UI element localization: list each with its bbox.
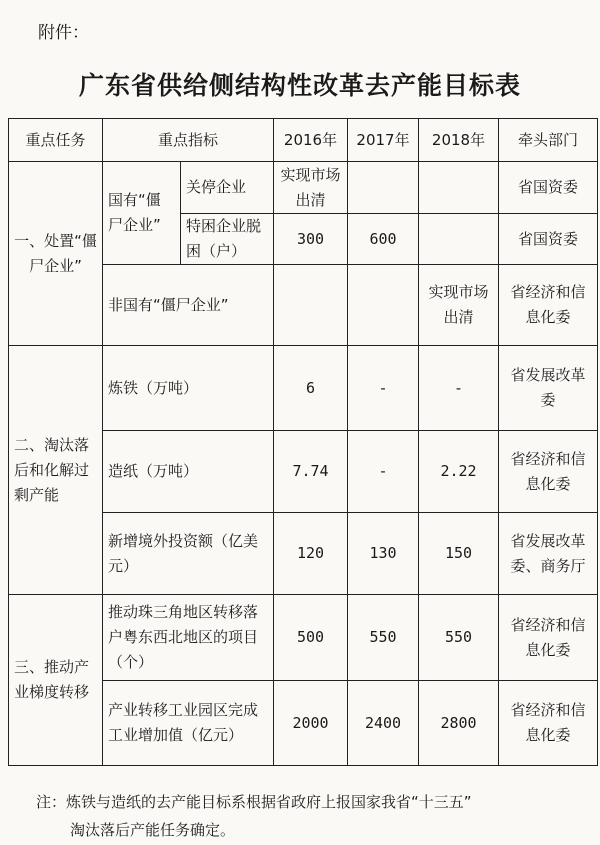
- value-2017: [348, 162, 419, 214]
- table-row: [9, 346, 598, 431]
- footnote: [36, 788, 472, 844]
- attachment-label: 附件：: [38, 23, 89, 43]
- header-cell: 牵头部门: [499, 119, 598, 162]
- indicator-cell: 产业转移工业园区完成工业增加值（亿元）: [103, 681, 274, 766]
- indicator-cell: 推动珠三角地区转移落户粤东西北地区的项目（个）: [103, 595, 274, 681]
- dept-cell: 省经济和信息化委: [499, 681, 598, 766]
- value-2018: [419, 214, 499, 265]
- task-cell: 三、推动产业梯度转移: [9, 595, 103, 766]
- header-cell: 重点指标: [103, 119, 274, 162]
- value-2018: 2800: [419, 681, 499, 766]
- value-2017: -: [348, 431, 419, 513]
- footnote-line-2: 淘汰落后产能任务确定。: [70, 821, 236, 839]
- value-2018: -: [419, 346, 499, 431]
- page-title: 广东省供给侧结构性改革去产能目标表: [78, 71, 521, 100]
- table-row: [9, 162, 598, 214]
- value-2016: 300: [274, 214, 348, 265]
- value-2017: 550: [348, 595, 419, 681]
- value-2017: [348, 265, 419, 346]
- value-2016: 2000: [274, 681, 348, 766]
- value-2018: 实现市场出清: [419, 265, 499, 346]
- value-2018: [419, 162, 499, 214]
- value-2017: 2400: [348, 681, 419, 766]
- indicator-cell: 特困企业脱困（户）: [181, 214, 274, 265]
- value-2017: -: [348, 346, 419, 431]
- group-cell: 国有“僵尸企业”: [103, 162, 181, 265]
- value-2016: 6: [274, 346, 348, 431]
- task-cell: 二、淘汰落后和化解过剩产能: [9, 346, 103, 595]
- value-2018: 2.22: [419, 431, 499, 513]
- indicator-cell: 新增境外投资额（亿美元）: [103, 513, 274, 595]
- dept-cell: 省发展改革委: [499, 346, 598, 431]
- value-2016: 实现市场出清: [274, 162, 348, 214]
- indicator-cell: 非国有“僵尸企业”: [103, 265, 274, 346]
- dept-cell: 省经济和信息化委: [499, 595, 598, 681]
- indicator-cell: 炼铁（万吨）: [103, 346, 274, 431]
- value-2016: 120: [274, 513, 348, 595]
- header-cell: 2016年: [274, 119, 348, 162]
- value-2018: 150: [419, 513, 499, 595]
- header-row: [9, 119, 598, 162]
- dept-cell: 省国资委: [499, 214, 598, 265]
- dept-cell: 省经济和信息化委: [499, 265, 598, 346]
- indicator-cell: 关停企业: [181, 162, 274, 214]
- header-cell: 2017年: [348, 119, 419, 162]
- value-2016: 7.74: [274, 431, 348, 513]
- value-2017: 600: [348, 214, 419, 265]
- indicator-cell: 造纸（万吨）: [103, 431, 274, 513]
- dept-cell: 省国资委: [499, 162, 598, 214]
- footnote-line-1: 注：炼铁与造纸的去产能目标系根据省政府上报国家我省“十三五”: [36, 793, 472, 811]
- task-cell: 一、处置“僵尸企业”: [9, 162, 103, 346]
- value-2016: [274, 265, 348, 346]
- header-cell: 2018年: [419, 119, 499, 162]
- dept-cell: 省经济和信息化委: [499, 431, 598, 513]
- value-2017: 130: [348, 513, 419, 595]
- table-row: [9, 595, 598, 681]
- value-2018: 550: [419, 595, 499, 681]
- dept-cell: 省发展改革委、商务厅: [499, 513, 598, 595]
- targets-table: [8, 118, 598, 766]
- value-2016: 500: [274, 595, 348, 681]
- header-cell: 重点任务: [9, 119, 103, 162]
